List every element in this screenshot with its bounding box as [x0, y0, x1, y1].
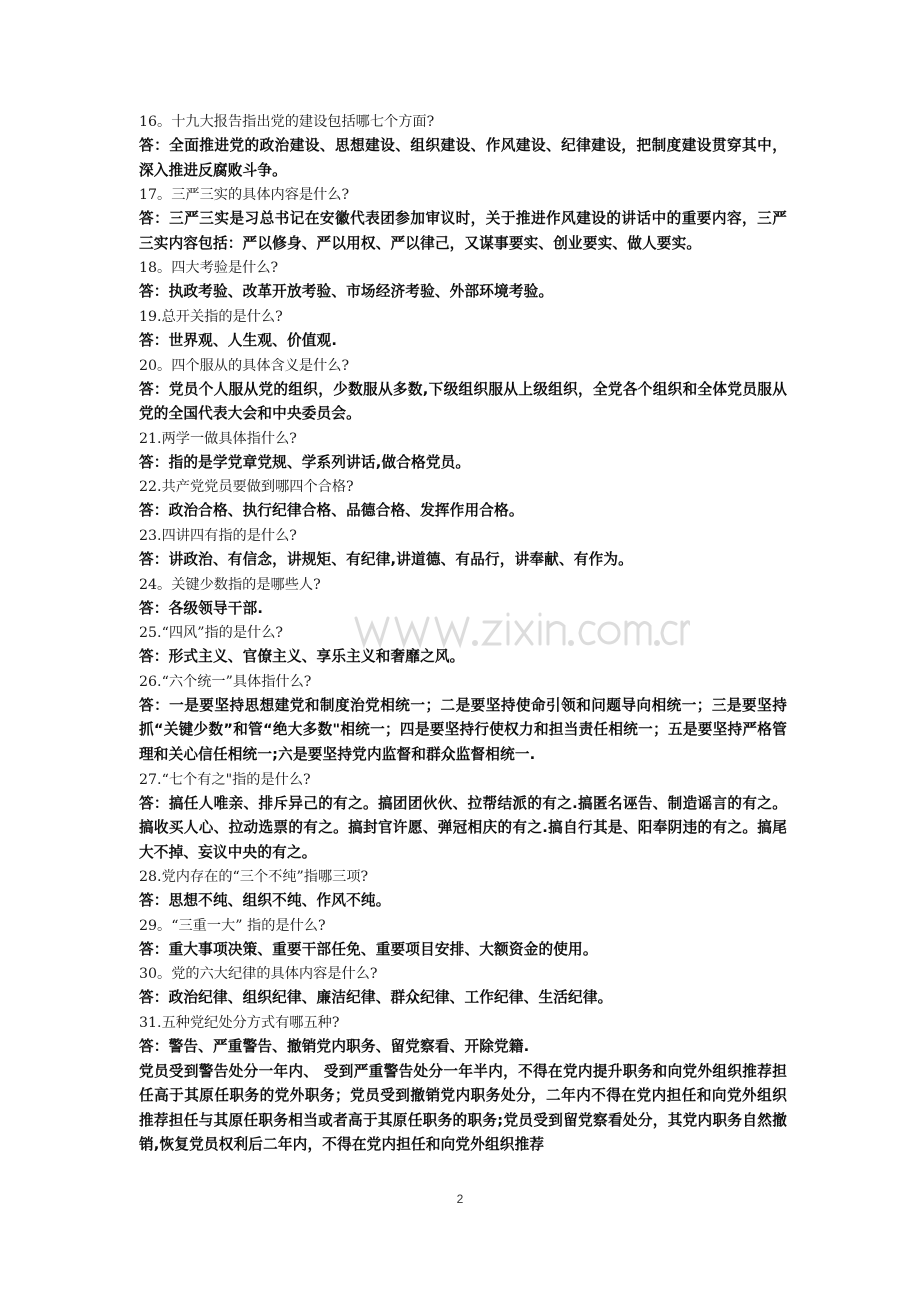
answer-30 — [139, 986, 787, 1011]
answer-text: 各级领导干部. — [168, 599, 264, 617]
answer-20 — [139, 378, 787, 427]
answer-prefix: 答： — [139, 502, 169, 520]
answer-prefix: 答： — [139, 794, 169, 812]
qa-item-27 — [139, 768, 787, 866]
answer-text: 思想不纯、组织不纯、作风不纯。 — [168, 892, 391, 910]
answer-16 — [139, 134, 787, 183]
answer-prefix: 答： — [139, 453, 169, 471]
answer-29 — [139, 938, 787, 963]
answer-17 — [139, 207, 787, 256]
question-19: 19.总开关指的是什么? — [139, 308, 283, 325]
qa-item-16 — [139, 110, 787, 183]
answer-19 — [139, 329, 787, 354]
question-27: 27.“七个有之"指的是什么? — [139, 771, 311, 788]
answer-text: 政治纪律、组织纪律、廉洁纪律、群众纪律、工作纪律、生活纪律。 — [168, 989, 613, 1007]
question-30: 30。党的六大纪律的具体内容是什么? — [139, 966, 378, 983]
qa-item-21 — [139, 427, 787, 476]
answer-text: 重大事项决策、重要干部任免、重要项目安排、大额资金的使用。 — [168, 940, 598, 958]
answer-text: 形式主义、官僚主义、享乐主义和奢靡之风。 — [168, 648, 465, 666]
question-25: 25.“四风”指的是什么? — [139, 625, 283, 642]
answer-prefix: 答： — [139, 599, 169, 617]
question-20: 20。四个服从的具体含义是什么? — [139, 357, 350, 374]
question-23: 23.四讲四有指的是什么? — [139, 527, 297, 544]
answer-prefix: 答： — [139, 1038, 169, 1056]
qa-item-30 — [139, 962, 787, 1011]
answer-text: 讲政治、有信念，讲规矩、有纪律,讲道德、有品行，讲奉献、有作为。 — [168, 550, 633, 568]
answer-prefix: 答： — [139, 696, 170, 714]
question-26: 26.“六个统一”具体指什么? — [139, 673, 312, 690]
answer-text: 指的是学党章党规、学系列讲话,做合格党员。 — [168, 453, 471, 471]
answer-22 — [139, 499, 787, 524]
answer-text: 世界观、人生观、价值观. — [168, 331, 338, 349]
answer-prefix: 答： — [139, 137, 170, 154]
question-24: 24。关键少数指的是哪些人? — [139, 576, 321, 593]
answer-text: 警告、严重警告、撤销党内职务、留党察看、开除党籍. — [168, 1038, 530, 1056]
answer-prefix: 答： — [139, 940, 169, 958]
answer-28 — [139, 889, 787, 914]
qa-item-25 — [139, 621, 787, 670]
qa-item-28 — [139, 865, 787, 914]
qa-item-24 — [139, 573, 787, 622]
question-17: 17。三严三实的具体内容是什么? — [139, 187, 350, 204]
answer-21 — [139, 451, 787, 476]
answer-prefix: 答： — [139, 648, 169, 666]
answer-24 — [139, 597, 787, 622]
qa-item-19 — [139, 305, 787, 354]
answer-27 — [139, 792, 787, 866]
answer-text: 三严三实是习总书记在安徽代表团参加审议时，关于推进作风建设的讲话中的重要内容，三严三实内容包括：严以修身、严以用权、严以律己，又谋事要实、创业要实、做人要实。 — [139, 210, 787, 252]
qa-item-20 — [139, 354, 787, 427]
answer-18 — [139, 280, 787, 305]
answer-prefix: 答： — [139, 892, 169, 910]
answer-31 — [139, 1035, 787, 1060]
question-31: 31.五种党纪处分方式有哪五种? — [139, 1015, 340, 1032]
answer-prefix: 答： — [139, 550, 169, 568]
qa-content — [139, 110, 787, 1158]
answer-text: 搞任人唯亲、排斥异己的有之。搞团团伙伙、拉帮结派的有之.搞匿名诬告、制造谣言的有之。搞收买人心、拉动选票的有之。搞封官许愿、弹冠相庆的有之.搞自行其是、阳奉阴违的有之。搞尾大不掉、妄议中央的有之。 — [139, 794, 787, 861]
qa-item-31 — [139, 1011, 787, 1060]
answer-text: 执政考验、改革开放考验、市场经济考验、外部环境考验。 — [168, 283, 554, 301]
qa-item-17 — [139, 183, 787, 256]
question-18: 18。四大考验是什么? — [139, 260, 279, 277]
qa-item-22 — [139, 475, 787, 524]
answer-prefix: 答： — [139, 331, 169, 349]
question-16: 16。十九大报告指出党的建设包括哪七个方面? — [139, 114, 435, 130]
question-22: 22.共产党党员要做到哪四个合格? — [139, 479, 354, 496]
answer-text: 政治合格、执行纪律合格、品德合格、发挥作用合格。 — [168, 502, 524, 520]
answer-prefix: 答： — [139, 283, 169, 301]
answer-text: 全面推进党的政治建设、思想建设、组织建设、作风建设、纪律建设，把制度建设贯穿其中，深入推进反腐败斗争。 — [139, 137, 787, 179]
answer-prefix: 答： — [139, 380, 169, 398]
question-21: 21.两学一做具体指什么? — [139, 430, 297, 447]
discipline-paragraph: 党员受到警告处分一年内、 受到严重警告处分一年半内，不得在党内提升职务和向党外组织推荐担任高于其原任职务的党外职务；党员受到撤销党内职务处分，二年内不得在党内担任和向党外组织推荐担任与其原任职务相当或者高于其原任职务的职务;党员受到留党察看处分，其党内职务自然撤销,恢复党员权利后二年内，不得在党内担任和向党外组织推荐 — [139, 1062, 787, 1154]
answer-text: 一是要坚持思想建党和制度治党相统一；二是要坚持使命引领和问题导向相统一；三是要坚持抓“关键少数”和管“绝大多数"相统一；四是要坚持行使权力和担当责任相统一；五是要坚持严格管理和关心信任相统一;六是要坚持党内监督和群众监督相统一. — [139, 696, 787, 763]
answer-25 — [139, 645, 787, 670]
qa-item-26 — [139, 670, 787, 768]
qa-item-23 — [139, 524, 787, 573]
qa-item-18 — [139, 256, 787, 305]
answer-26 — [139, 694, 787, 768]
answer-text: 党员个人服从党的组织，少数服从多数,下级组织服从上级组织，全党各个组织和全体党员服从党的全国代表大会和中央委员会。 — [139, 380, 787, 423]
answer-prefix: 答： — [139, 210, 170, 228]
question-28: 28.党内存在的“三个不纯”指哪三项? — [139, 869, 369, 886]
question-29: 29。“三重一大” 指的是什么? — [139, 917, 326, 934]
answer-prefix: 答： — [139, 989, 169, 1007]
qa-item-29 — [139, 914, 787, 963]
answer-23 — [139, 548, 787, 573]
page-number: 2 — [456, 1192, 464, 1206]
